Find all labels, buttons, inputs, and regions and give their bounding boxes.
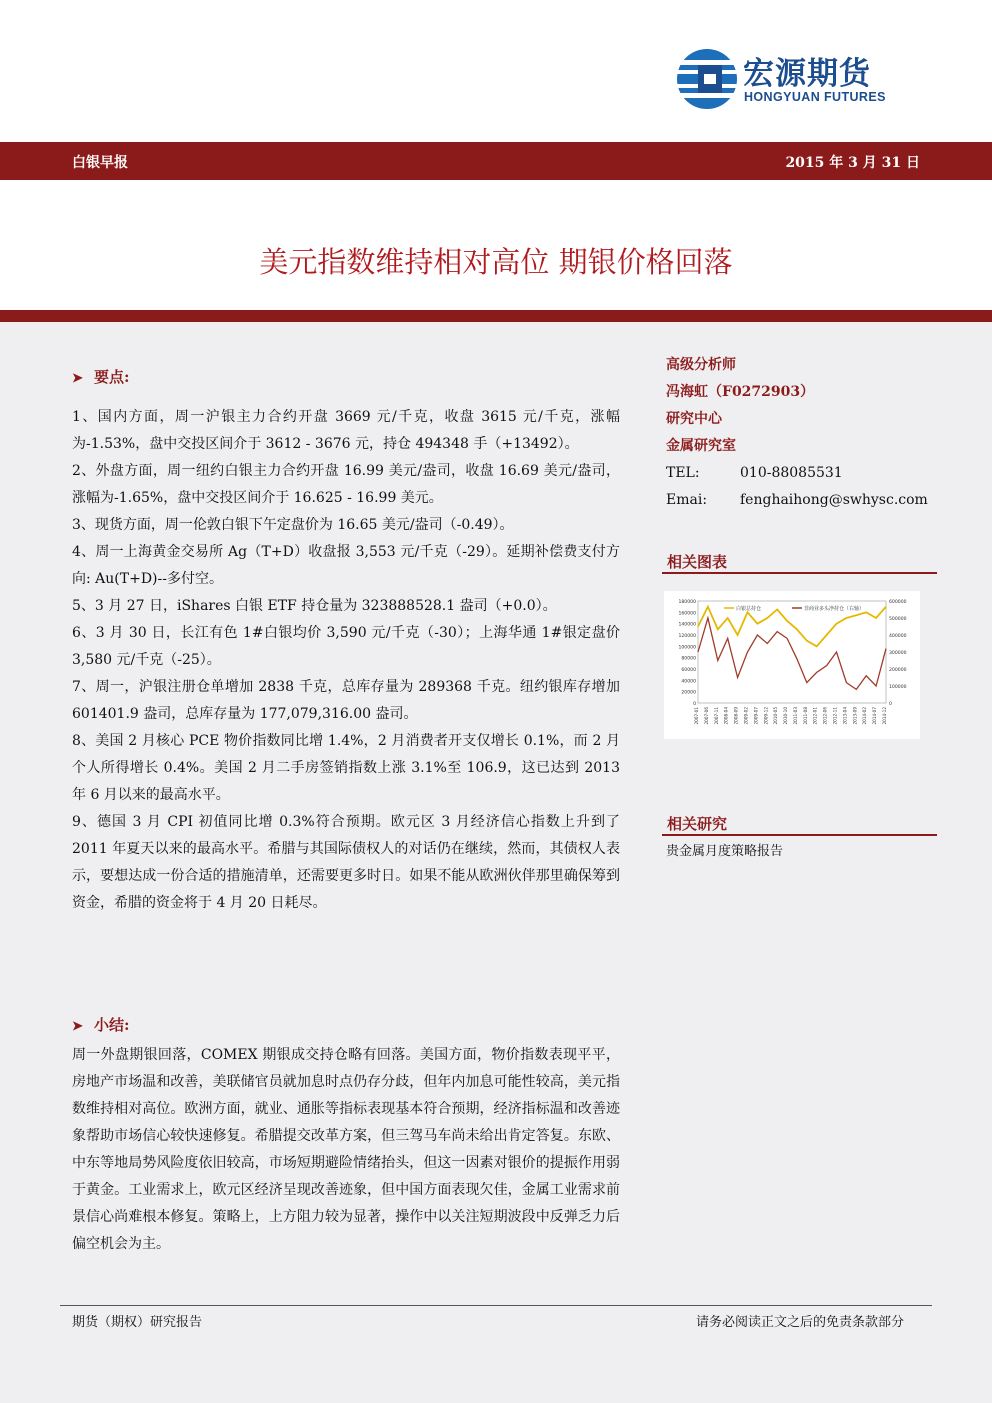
left-tick-label: 80000 xyxy=(681,656,696,662)
tel-value: 010-88085531 xyxy=(740,465,843,481)
company-logo xyxy=(676,46,936,116)
list-item: 7、周一，沪银注册仓单增加 2838 千克，总库存量为 289368 千克。纽约银库存增加 601401.9 盎司，总库存量为 177,079,316.00 盎司。 xyxy=(72,679,620,722)
related-research-item[interactable]: 贵金属月度策略报告 xyxy=(666,844,784,859)
analyst-dept1: 研究中心 xyxy=(666,411,722,427)
x-tick-label: 2013-09 xyxy=(852,707,858,725)
analyst-email xyxy=(666,487,928,514)
left-tick-label: 120000 xyxy=(678,634,696,639)
right-tick-label: 0 xyxy=(889,702,892,707)
summary-heading xyxy=(72,1014,130,1035)
analyst-tel xyxy=(666,460,928,487)
summary-label: 小结: xyxy=(94,1016,130,1034)
key-points-list xyxy=(72,404,620,917)
left-tick-label: 20000 xyxy=(681,690,696,696)
list-item: 5、3 月 27 日，iShares 白银 ETF 持仓量为 323888528.1 盎司（+0.0）。 xyxy=(72,598,557,614)
logo-text-cn: 宏源期货 xyxy=(743,56,871,92)
arrow-icon: ➤ xyxy=(72,1019,83,1034)
related-research-heading: 相关研究 xyxy=(662,813,937,836)
list-item: 9、德国 3 月 CPI 初值同比增 0.3%符合预期。欧元区 3 月经济信心指数上升到了 2011 年夏天以来的最高水平。希腊与其国际债权人的对话仍在继续，然而，其债权人表示，要想达成一份合适的措施清单，还需要更多时日。如果不能从欧洲伙伴那里确保筹到资金，希腊的资金将于 4 月 20 日耗尽。 xyxy=(72,814,620,911)
report-date: 2015 年 3 月 31 日 xyxy=(785,155,920,171)
x-tick-label: 2012-11 xyxy=(832,707,838,725)
tel-label: TEL: xyxy=(666,465,700,481)
x-tick-label: 2007-01 xyxy=(694,707,699,725)
report-type: 白银早报 xyxy=(72,155,128,171)
key-points-heading xyxy=(72,366,130,387)
x-tick-label: 2012-01 xyxy=(812,707,818,725)
analyst-info xyxy=(666,352,928,514)
right-tick-label: 600000 xyxy=(889,600,907,605)
email-label: Emai: xyxy=(666,492,708,508)
logo-text-en: HONGYUAN FUTURES xyxy=(744,90,886,104)
list-item: 8、美国 2 月核心 PCE 物价指数同比增 1.4%，2 月消费者开支仅增长 0.1%，而 2 月个人所得增长 0.4%。美国 2 月二手房签销指数上涨 3.1%至 106.9，这已达到 2013 年 6 月以来的最高水平。 xyxy=(72,733,620,803)
x-tick-label: 2014-12 xyxy=(882,707,887,725)
analyst-dept2: 金属研究室 xyxy=(666,438,736,454)
list-item: 2、外盘方面，周一纽约白银主力合约开盘 16.99 美元/盎司，收盘 16.69 美元/盎司，涨幅为-1.65%，盘中交投区间介于 16.625 - 16.99 美元。 xyxy=(72,463,620,506)
footer-divider xyxy=(60,1305,932,1306)
list-item: 3、现货方面，周一伦敦白银下午定盘价为 16.65 美元/盎司（-0.49）。 xyxy=(72,517,514,533)
right-tick-label: 500000 xyxy=(889,617,907,622)
left-tick-label: 160000 xyxy=(678,611,696,617)
x-tick-label: 2008-09 xyxy=(733,707,739,725)
summary-text xyxy=(72,1042,620,1258)
related-chart xyxy=(664,591,920,739)
analyst-title: 高级分析师 xyxy=(666,357,736,373)
right-tick-label: 300000 xyxy=(889,651,907,656)
right-tick-label: 200000 xyxy=(889,668,907,673)
left-tick-label: 60000 xyxy=(681,668,696,673)
list-item: 6、3 月 30 日，长江有色 1#白银均价 3,590 元/千克（-30）；上海华通 1#银定盘价 3,580 元/千克（-25）。 xyxy=(72,625,620,668)
left-tick-label: 140000 xyxy=(678,622,696,628)
analyst-name: 冯海虹（F0272903） xyxy=(666,384,815,400)
logo-mark-icon xyxy=(676,48,738,110)
summary-paragraph: 周一外盘期银回落，COMEX 期银成交持仓略有回落。美国方面，物价指数表现平平，房地产市场温和改善，美联储官员就加息时点仍存分歧，但年内加息可能性较高，美元指数维持相对高位。欧洲方面，就业、通胀等指标表现基本符合预期，经济指标温和改善迹象帮助市场信心较快速修复。希腊提交改革方案，但三驾马车尚未给出肯定答复。东欧、中东等地局势风险度依旧较高，市场短期避险情绪抬头，但这一因素对银价的提振作用弱于黄金。工业需求上，欧元区经济呈现改善迹象，但中国方面表现欠佳，金属工业需求前景信心尚难根本修复。策略上，上方阻力较为显著，操作中以关注短期波段中反弹乏力后偏空机会为主。 xyxy=(72,1047,620,1252)
right-tick-label: 100000 xyxy=(889,685,907,690)
left-tick-label: 0 xyxy=(693,702,696,707)
x-tick-label: 2007-06 xyxy=(703,707,709,725)
x-tick-label: 2010-05 xyxy=(773,707,779,725)
x-tick-label: 2011-08 xyxy=(802,707,808,725)
x-tick-label: 2009-02 xyxy=(743,707,749,725)
left-tick-label: 40000 xyxy=(681,679,696,685)
title-divider xyxy=(0,310,992,322)
arrow-icon: ➤ xyxy=(72,371,83,386)
list-item: 4、周一上海黄金交易所 Ag（T+D）收盘报 3,553 元/千克（-29）。延期补偿费支付方向: Au(T+D)--多付空。 xyxy=(72,544,620,587)
x-tick-label: 2009-12 xyxy=(763,707,769,725)
x-tick-label: 2010-10 xyxy=(783,707,789,725)
x-tick-label: 2011-03 xyxy=(792,707,798,725)
legend-label: 非商业多头净持仓（右轴） xyxy=(804,606,865,612)
x-tick-label: 2012-06 xyxy=(822,707,828,725)
footer-left: 期货（期权）研究报告 xyxy=(72,1315,203,1330)
left-tick-label: 180000 xyxy=(678,600,696,605)
x-tick-label: 2014-02 xyxy=(862,707,868,725)
right-tick-label: 400000 xyxy=(889,634,907,639)
list-item: 1、国内方面，周一沪银主力合约开盘 3669 元/千克，收盘 3615 元/千克，涨幅为-1.53%，盘中交投区间介于 3612 - 3676 元，持仓 494348 手（+13492）。 xyxy=(72,409,620,452)
x-tick-label: 2014-07 xyxy=(872,707,878,725)
related-chart-heading: 相关图表 xyxy=(662,551,937,574)
x-tick-label: 2009-07 xyxy=(753,707,759,725)
legend-label: 白银总持仓 xyxy=(736,606,762,612)
x-tick-label: 2008-04 xyxy=(723,707,729,725)
x-tick-label: 2007-11 xyxy=(713,707,719,725)
page-title: 美元指数维持相对高位 期银价格回落 xyxy=(259,245,733,279)
key-points-label: 要点: xyxy=(94,368,130,386)
footer-right: 请务必阅读正文之后的免责条款部分 xyxy=(695,1315,904,1330)
left-tick-label: 100000 xyxy=(678,645,696,651)
x-tick-label: 2013-04 xyxy=(842,707,848,725)
email-value[interactable]: fenghaihong@swhysc.com xyxy=(740,492,928,508)
